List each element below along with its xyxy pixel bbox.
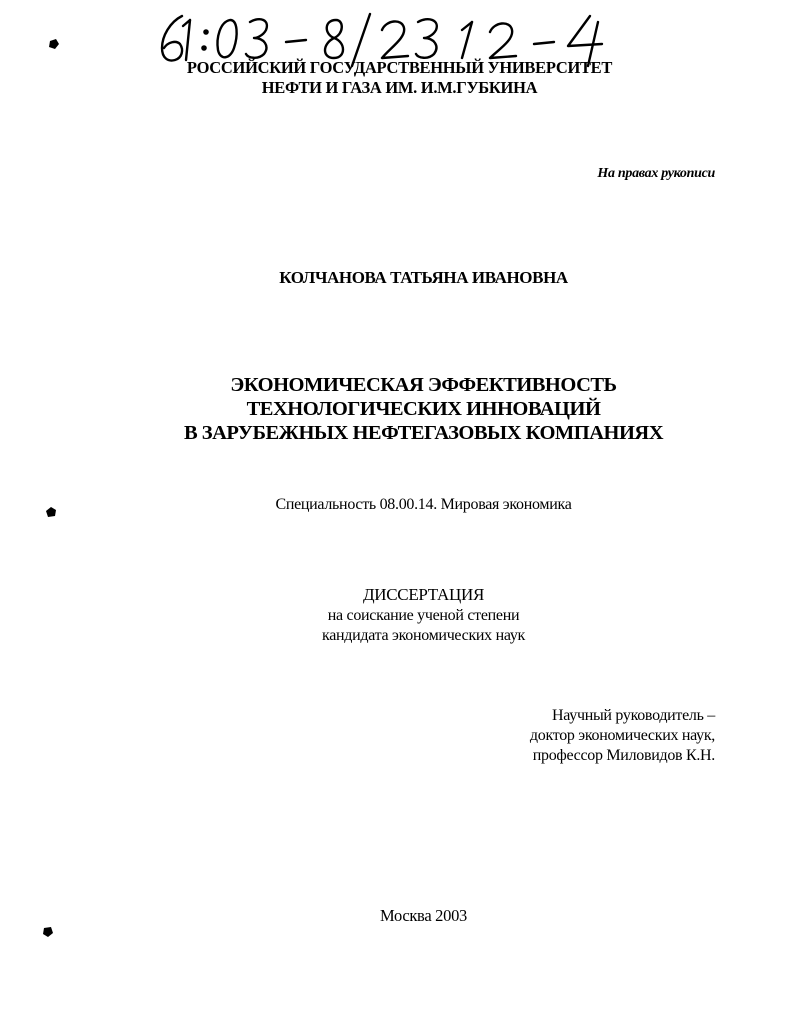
thesis-title-line-3: В ЗАРУБЕЖНЫХ НЕФТЕГАЗОВЫХ КОМПАНИЯХ [183,422,664,444]
supervisor-line-2: доктор экономических наук, [529,727,715,744]
university-name-line-2: НЕФТИ И ГАЗА ИМ. И.М.ГУБКИНА [261,78,538,97]
university-name-line-1: РОССИЙСКИЙ ГОСУДАРСТВЕННЫЙ УНИВЕРСИТЕТ [186,58,613,77]
thesis-title-line-1: ЭКОНОМИЧЕСКАЯ ЭФФЕКТИВНОСТЬ [230,374,617,396]
punch-hole-mark-top [48,38,60,50]
thesis-title-line-2: ТЕХНОЛОГИЧЕСКИХ ИННОВАЦИЙ [246,398,601,420]
supervisor-line-3: профессор Миловидов К.Н. [532,747,715,764]
dissertation-label: ДИССЕРТАЦИЯ [362,585,484,604]
city-year: Москва 2003 [380,906,467,925]
degree-line-1: на соискание ученой степени [327,607,520,624]
punch-hole-mark-middle [45,506,57,518]
supervisor-line-1: Научный руководитель – [552,707,715,724]
manuscript-rights-note: На правах рукописи [597,166,715,181]
author-name: КОЛЧАНОВА ТАТЬЯНА ИВАНОВНА [279,268,568,287]
specialty: Специальность 08.00.14. Мировая экономика [275,496,572,513]
punch-hole-mark-bottom [42,926,54,938]
degree-line-2: кандидата экономических наук [322,627,525,644]
